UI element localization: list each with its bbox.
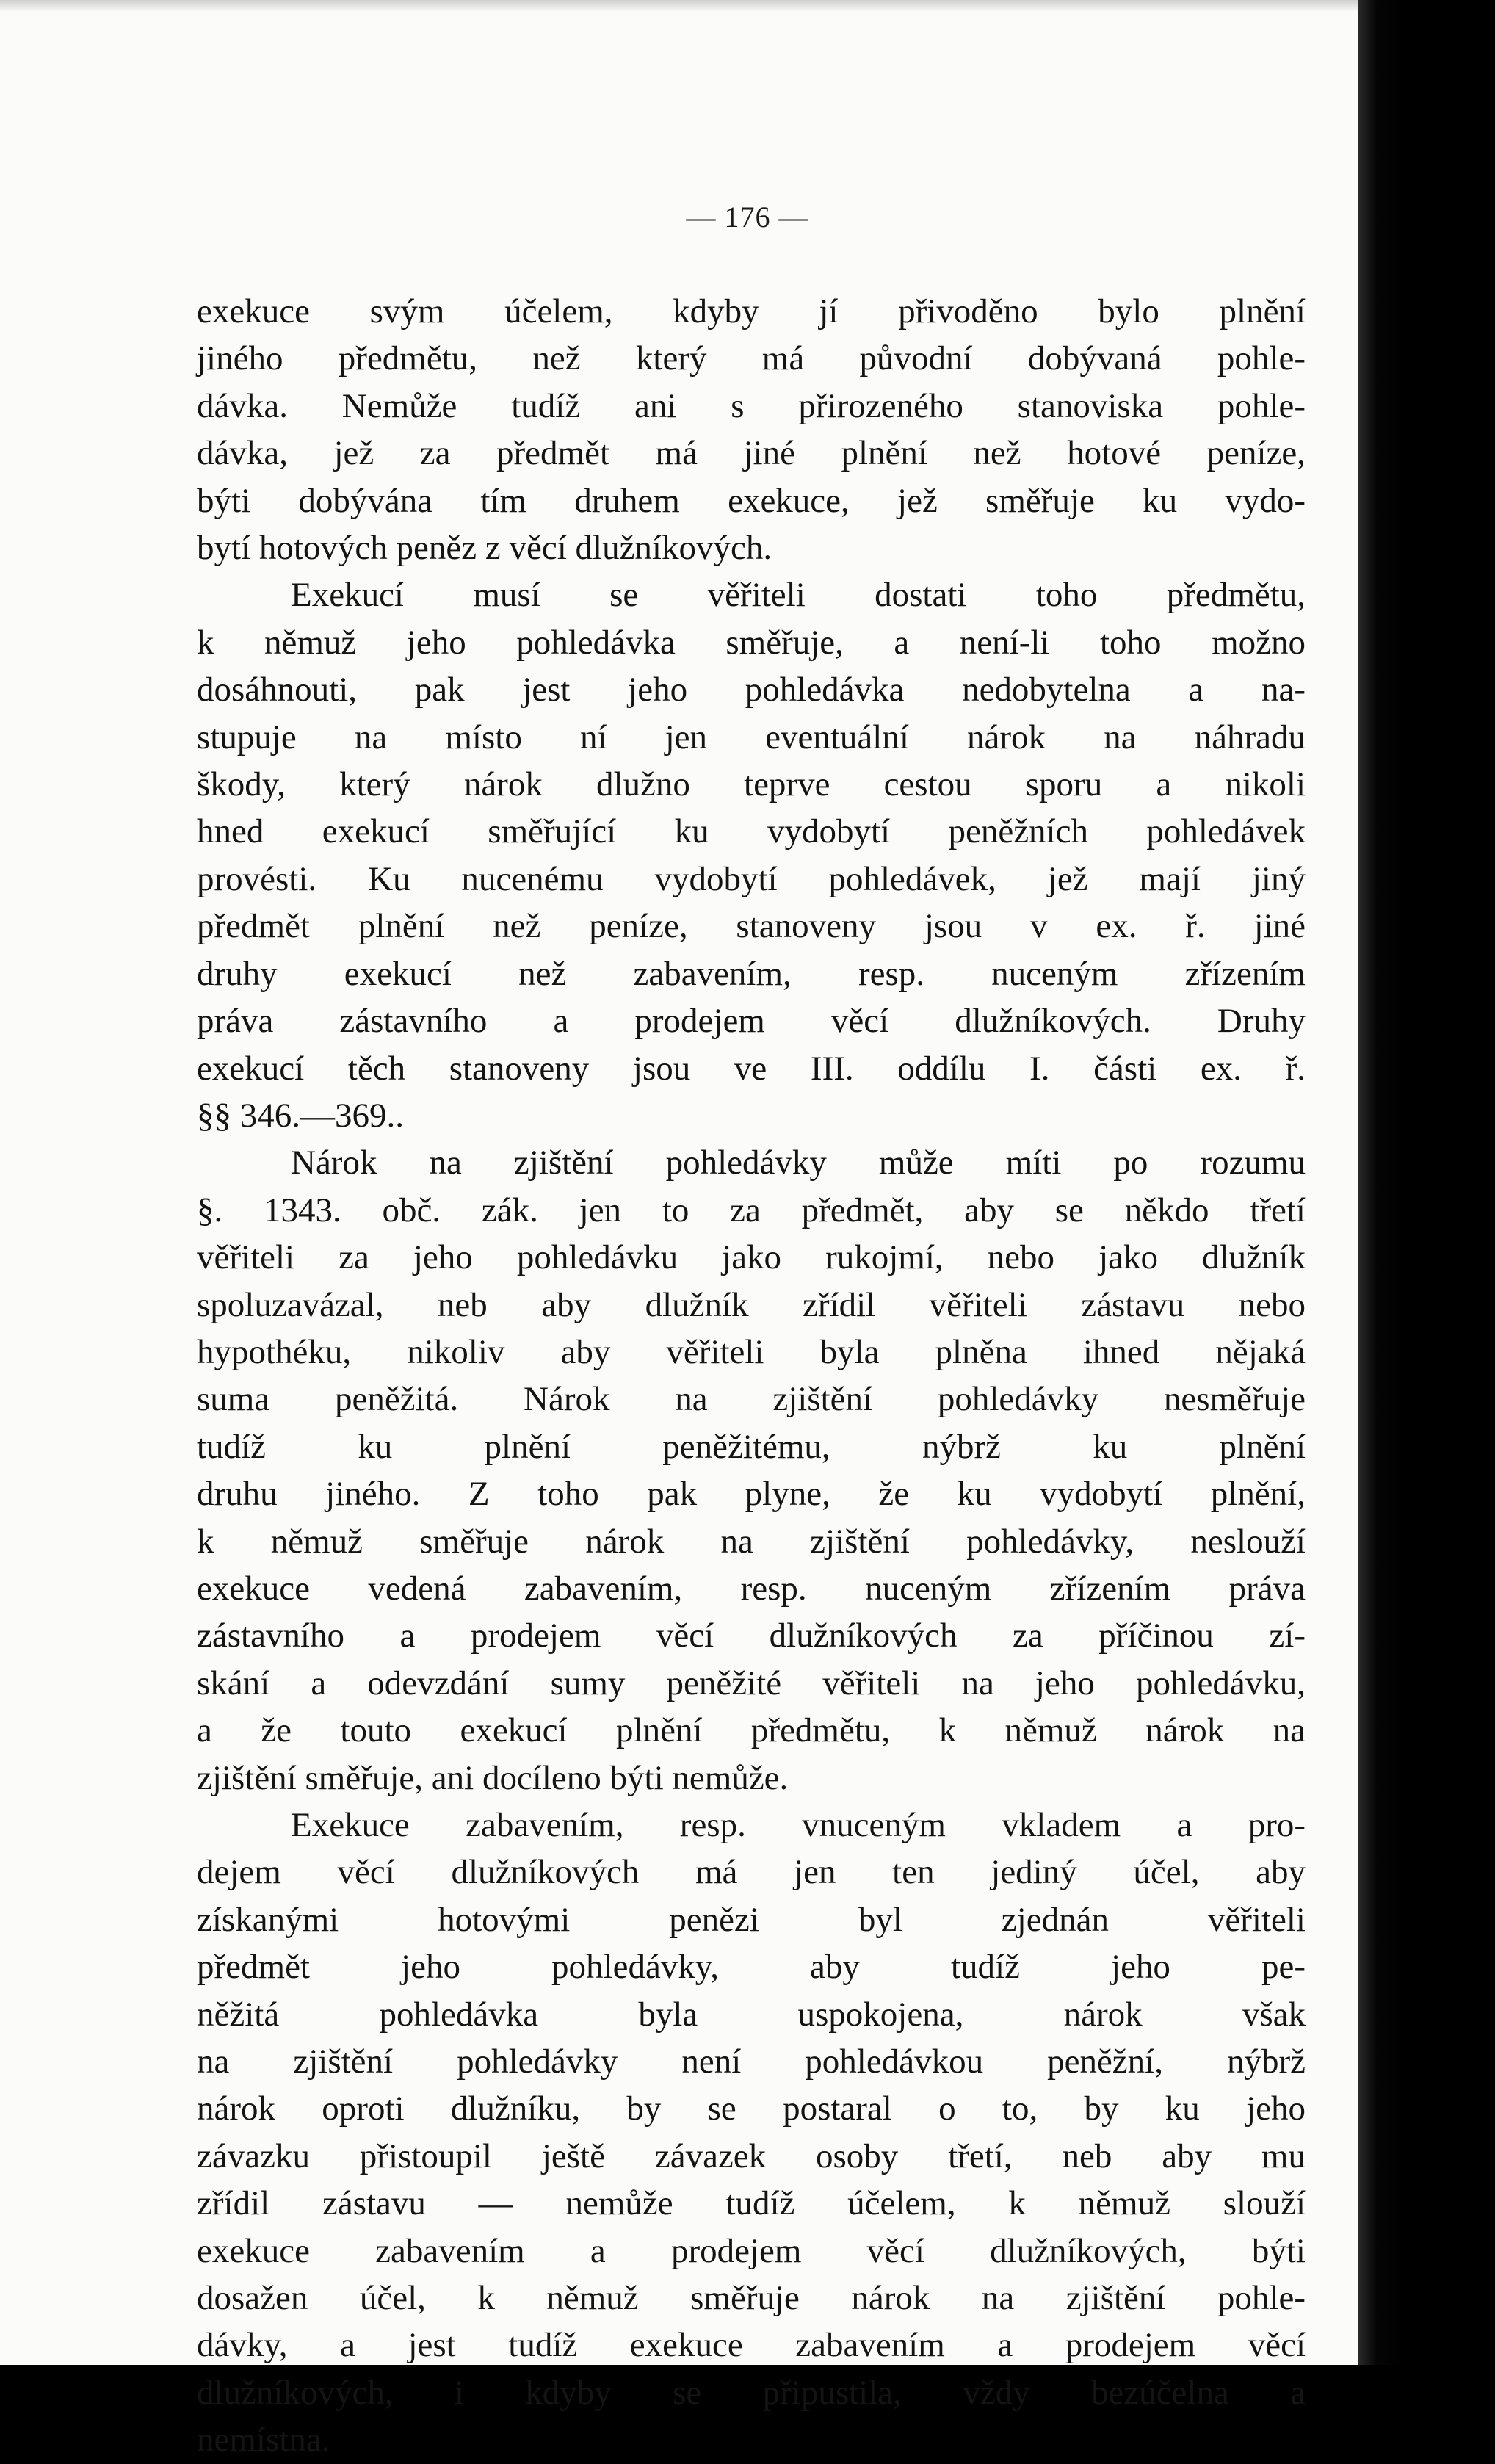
text-line: škody, který nárok dlužno teprve cestou sporu a nikoli (197, 765, 1306, 804)
text-line: exekuce svým účelem, kdyby jí přivoděno bylo plnění (197, 292, 1306, 330)
text-line: dávka, jež za předmět má jiné plnění než hotové peníze, (197, 434, 1306, 473)
text-line: nárok oproti dlužníku, by se postaral o to, by ku jeho (197, 2089, 1306, 2128)
text-line: dosáhnouti, pak jest jeho pohledávka nedobytelna a na- (197, 671, 1306, 709)
text-line: nemístna. (197, 2421, 330, 2460)
text-line: k němuž směřuje nárok na zjištění pohledávky, neslouží (197, 1522, 1306, 1561)
text-line: věřiteli za jeho pohledávku jako rukojmí, nebo jako dlužník (197, 1238, 1306, 1277)
text-line: zřídil zástavu — nemůže tudíž účelem, k němuž slouží (197, 2184, 1306, 2223)
text-line: §. 1343. obč. zák. jen to za předmět, aby se někdo třetí (197, 1191, 1306, 1229)
text-line: skání a odevzdání sumy peněžité věřiteli na jeho pohledávku, (197, 1663, 1306, 1702)
text-line: dejem věcí dlužníkových má jen ten jediný účel, aby (197, 1853, 1306, 1892)
text-line: suma peněžitá. Nárok na zjištění pohledávky nesměřuje (197, 1380, 1306, 1419)
page-top-shadow (0, 0, 1358, 12)
paragraph (197, 571, 1306, 1139)
text-line: dlužníkových, i kdyby se připustila, vždy bezúčelna a (197, 2373, 1306, 2412)
text-line: exekuce vedená zabavením, resp. nuceným zřízením práva (197, 1569, 1306, 1608)
text-line: práva zástavního a prodejem věcí dlužníkových. Druhy (197, 1002, 1306, 1041)
text-line: zjištění směřuje, ani docíleno býti nemůže. (197, 1758, 789, 1797)
text-line: hypothéku, nikoliv aby věřiteli byla plněna ihned nějaká (197, 1332, 1306, 1371)
text-line: hned exekucí směřující ku vydobytí peněžních pohledávek (197, 812, 1306, 851)
page-text (197, 288, 1306, 2464)
text-line: dávky, a jest tudíž exekuce zabavením a prodejem věcí (197, 2326, 1306, 2365)
text-line: k němuž jeho pohledávka směřuje, a není-li toho možno (197, 623, 1306, 662)
text-line: jiného předmětu, než který má původní dobývaná pohle- (197, 339, 1306, 378)
paragraph (197, 1802, 1306, 2464)
text-line: stupuje na místo ní jen eventuální nárok na náhradu (197, 718, 1306, 756)
text-line: druhu jiného. Z toho pak plyne, že ku vydobytí plnění, (197, 1475, 1306, 1514)
text-line: spoluzavázal, neb aby dlužník zřídil věřiteli zástavu nebo (197, 1285, 1306, 1324)
text-line: Exekucí musí se věřiteli dostati toho předmětu, (291, 576, 1306, 615)
text-line: exekuce zabavením a prodejem věcí dlužníkových, býti (197, 2231, 1306, 2270)
text-line: Nárok na zjištění pohledávky může míti po rozumu (291, 1144, 1306, 1182)
text-line: §§ 346.—369.. (197, 1096, 404, 1135)
page-number: — 176 — (686, 200, 809, 234)
text-line: tudíž ku plnění peněžitému, nýbrž ku plnění (197, 1427, 1306, 1466)
text-line: zástavního a prodejem věcí dlužníkových za příčinou zí- (197, 1616, 1306, 1655)
text-line: exekucí těch stanoveny jsou ve III. oddílu I. části ex. ř. (197, 1049, 1306, 1088)
text-line: získanými hotovými penězi byl zjednán věřiteli (197, 1900, 1306, 1939)
text-line: něžitá pohledávka byla uspokojena, nárok však (197, 1995, 1306, 2034)
text-line: druhy exekucí než zabavením, resp. nuceným zřízením (197, 954, 1306, 993)
text-line: býti dobývána tím druhem exekuce, jež směřuje ku vydo- (197, 481, 1306, 520)
text-line: na zjištění pohledávky není pohledávkou peněžní, nýbrž (197, 2042, 1306, 2081)
scan-border (1358, 0, 1404, 2365)
text-line: bytí hotových peněz z věcí dlužníkových. (197, 529, 772, 568)
text-line: Exekuce zabavením, resp. vnuceným vkladem a pro- (291, 1806, 1306, 1844)
text-line: závazku přistoupil ještě závazek osoby třetí, neb aby mu (197, 2136, 1306, 2175)
text-line: předmět plnění než peníze, stanoveny jsou v ex. ř. jiné (197, 907, 1306, 946)
paragraph (197, 1139, 1306, 1802)
text-line: dávka. Nemůže tudíž ani s přirozeného stanoviska pohle- (197, 386, 1306, 425)
text-line: provésti. Ku nucenému vydobytí pohledávek, jež mají jiný (197, 859, 1306, 898)
paragraph (197, 288, 1306, 571)
text-line: předmět jeho pohledávky, aby tudíž jeho pe- (197, 1948, 1306, 1987)
text-line: a že touto exekucí plnění předmětu, k němuž nárok na (197, 1711, 1306, 1750)
text-line: dosažen účel, k němuž směřuje nárok na zjištění pohle- (197, 2279, 1306, 2318)
